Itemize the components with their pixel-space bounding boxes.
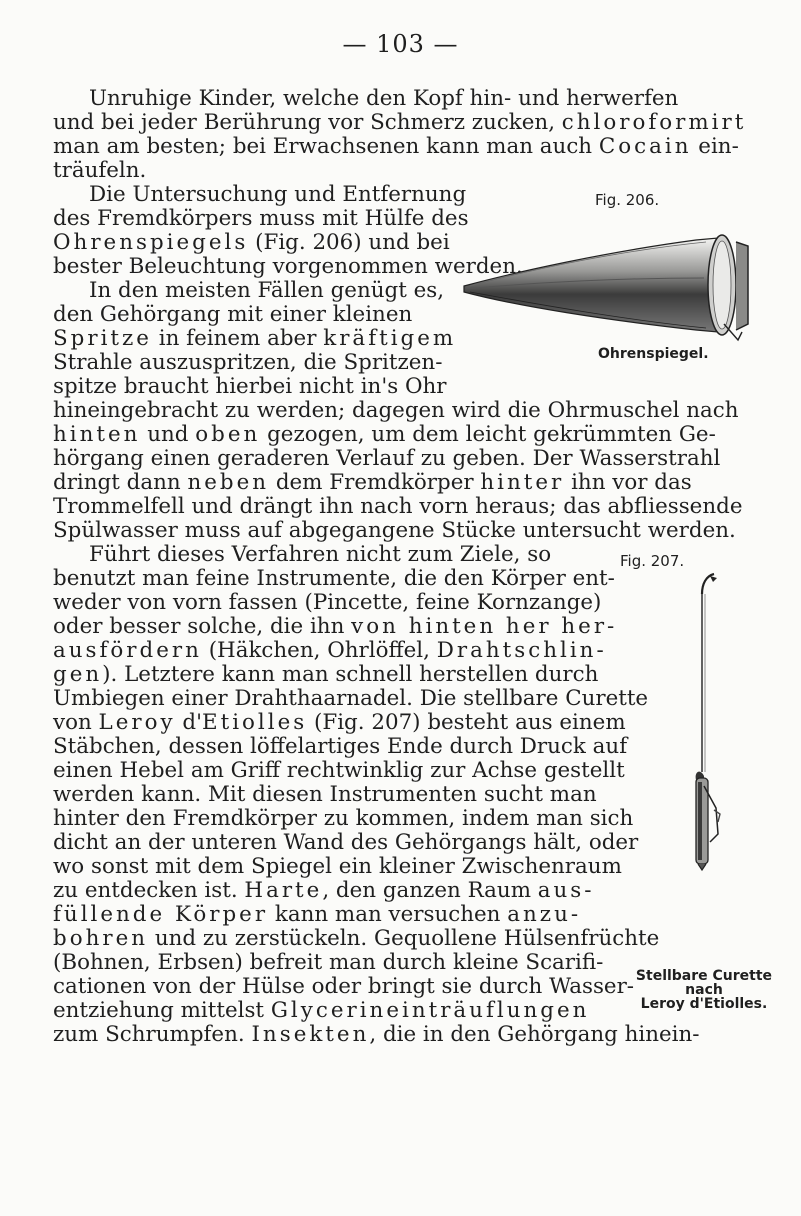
text-line: Trommelfell und drängt ihn nach vorn heraus; das abfliessende: [53, 494, 743, 519]
text-line: [53, 927, 659, 951]
text-line: hinter den Fremdkörper zu kommen, indem man sich: [53, 806, 634, 831]
text-line: Umbiegen einer Drahthaarnadel. Die stellbare Curette: [53, 686, 649, 711]
text-line: [53, 111, 746, 135]
figure-caption: Ohrenspiegel.: [598, 346, 709, 362]
text-line: [53, 423, 716, 447]
text-line: [53, 471, 692, 495]
text-line: bester Beleuchtung vorgenommen werden.: [53, 254, 523, 279]
spaced-text: kräftigem: [323, 326, 457, 351]
text-line: Spülwasser muss auf abgegangene Stücke untersucht werden.: [53, 518, 736, 543]
curette-illustration: [680, 572, 740, 872]
text-line: [53, 231, 450, 255]
spaced-text: Spritze: [53, 326, 152, 351]
text-line: [53, 999, 589, 1023]
text-line: werden kann. Mit diesen Instrumenten sucht man: [53, 782, 597, 807]
text-line: spitze braucht hierbei nicht in's Ohr: [53, 374, 447, 399]
text-line: hörgang einen geraderen Verlauf zu geben. Der Wasserstrahl: [53, 446, 721, 471]
figure-label: Fig. 206.: [595, 191, 660, 209]
text-line: Die Untersuchung und Entfernung: [89, 182, 467, 207]
spaced-text: oben: [195, 422, 261, 447]
page-number: — 103 —: [342, 30, 459, 58]
text-span: (Fig. 207) besteht aus einem: [307, 710, 626, 735]
figure-label: Fig. 207.: [620, 552, 685, 570]
text-line: des Fremdkörpers muss mit Hülfe des: [53, 206, 469, 231]
text-line: [53, 135, 739, 159]
text-span: oder besser solche, die ihn: [53, 614, 352, 639]
spaced-text: neben: [187, 470, 270, 495]
spaced-text: von hinten her her-: [351, 614, 618, 639]
spaced-text: ausfördern: [53, 638, 202, 663]
text-span: ihn vor das: [564, 470, 692, 495]
text-span: ). Letztere kann man schnell herstellen durch: [102, 662, 599, 687]
text-line: [53, 663, 598, 687]
text-span: von: [53, 710, 99, 735]
spaced-text: Cocain: [598, 134, 692, 159]
text-line: [53, 639, 607, 663]
spaced-text: füllende Körper: [53, 902, 269, 927]
text-span: , den ganzen Raum: [322, 878, 538, 903]
spaced-text: chloroformirt: [561, 110, 747, 135]
text-line: einen Hebel am Griff rechtwinklig zur Achse gestellt: [53, 758, 625, 783]
text-span: dem Fremdkörper: [269, 470, 481, 495]
spaced-text: anzu-: [507, 902, 582, 927]
text-span: gezogen, um dem leicht gekrümmten Ge-: [260, 422, 716, 447]
ear-mirror-illustration: [456, 232, 758, 342]
text-span: und: [140, 422, 196, 447]
spaced-text: aus-: [537, 878, 595, 903]
spaced-text: hinter: [480, 470, 565, 495]
text-line: wo sonst mit dem Spiegel ein kleiner Zwischenraum: [53, 854, 622, 879]
spaced-text: gen: [53, 662, 103, 687]
text-span: entziehung mittelst: [53, 998, 271, 1023]
text-line: Strahle auszuspritzen, die Spritzen-: [53, 350, 443, 375]
text-line: den Gehörgang mit einer kleinen: [53, 302, 413, 327]
text-line: [53, 879, 595, 903]
text-line: hineingebracht zu werden; dagegen wird die Ohrmuschel nach: [53, 398, 739, 423]
spaced-text: Drahtschlin-: [436, 638, 607, 663]
text-line: [53, 1023, 700, 1047]
spaced-text: Etiolles: [201, 710, 308, 735]
spaced-text: Insekten: [251, 1022, 370, 1047]
text-line: träufeln.: [53, 158, 147, 183]
text-line: [53, 903, 581, 927]
text-line: (Bohnen, Erbsen) befreit man durch kleine Scarifi-: [53, 950, 604, 975]
figure-caption: nach: [685, 982, 723, 998]
spaced-text: hinten: [53, 422, 141, 447]
text-line: [53, 711, 626, 735]
text-span: (Fig. 206) und bei: [248, 230, 450, 255]
text-span: dringt dann: [53, 470, 188, 495]
text-span: und bei jeder Berührung vor Schmerz zucken,: [53, 110, 562, 135]
text-line: [53, 327, 456, 351]
text-line: Stäbchen, dessen löffelartiges Ende durch Druck auf: [53, 734, 628, 759]
text-span: in feinem aber: [151, 326, 324, 351]
spaced-text: Ohrenspiegels: [53, 230, 249, 255]
text-line: Führt dieses Verfahren nicht zum Ziele, so: [89, 542, 552, 567]
text-line: In den meisten Fällen genügt es,: [89, 278, 445, 303]
figure-caption: Leroy d'Etiolles.: [640, 996, 768, 1012]
spaced-text: bohren: [53, 926, 149, 951]
text-span: d': [175, 710, 202, 735]
text-line: benutzt man feine Instrumente, die den Körper ent-: [53, 566, 615, 591]
text-line: [53, 615, 617, 639]
text-span: und zu zerstückeln. Gequollene Hülsenfrüchte: [148, 926, 660, 951]
spaced-text: Glycerineinträuflungen: [270, 998, 590, 1023]
text-span: (Häkchen, Ohrlöffel,: [201, 638, 437, 663]
spaced-text: Leroy: [98, 710, 176, 735]
text-line: weder von vorn fassen (Pincette, feine Kornzange): [53, 590, 602, 615]
text-span: ein-: [691, 134, 739, 159]
figure-caption: Stellbare Curette: [635, 968, 773, 984]
spaced-text: Harte: [244, 878, 323, 903]
text-span: , die in den Gehörgang hinein-: [369, 1022, 700, 1047]
text-span: kann man versuchen: [268, 902, 508, 927]
text-span: zum Schrumpfen.: [53, 1022, 252, 1047]
text-line: cationen von der Hülse oder bringt sie durch Wasser-: [53, 974, 635, 999]
text-span: man am besten; bei Erwachsenen kann man auch: [53, 134, 599, 159]
text-line: Unruhige Kinder, welche den Kopf hin- und herwerfen: [89, 86, 679, 111]
text-line: dicht an der unteren Wand des Gehörgangs hält, oder: [53, 830, 639, 855]
text-span: zu entdecken ist.: [53, 878, 245, 903]
